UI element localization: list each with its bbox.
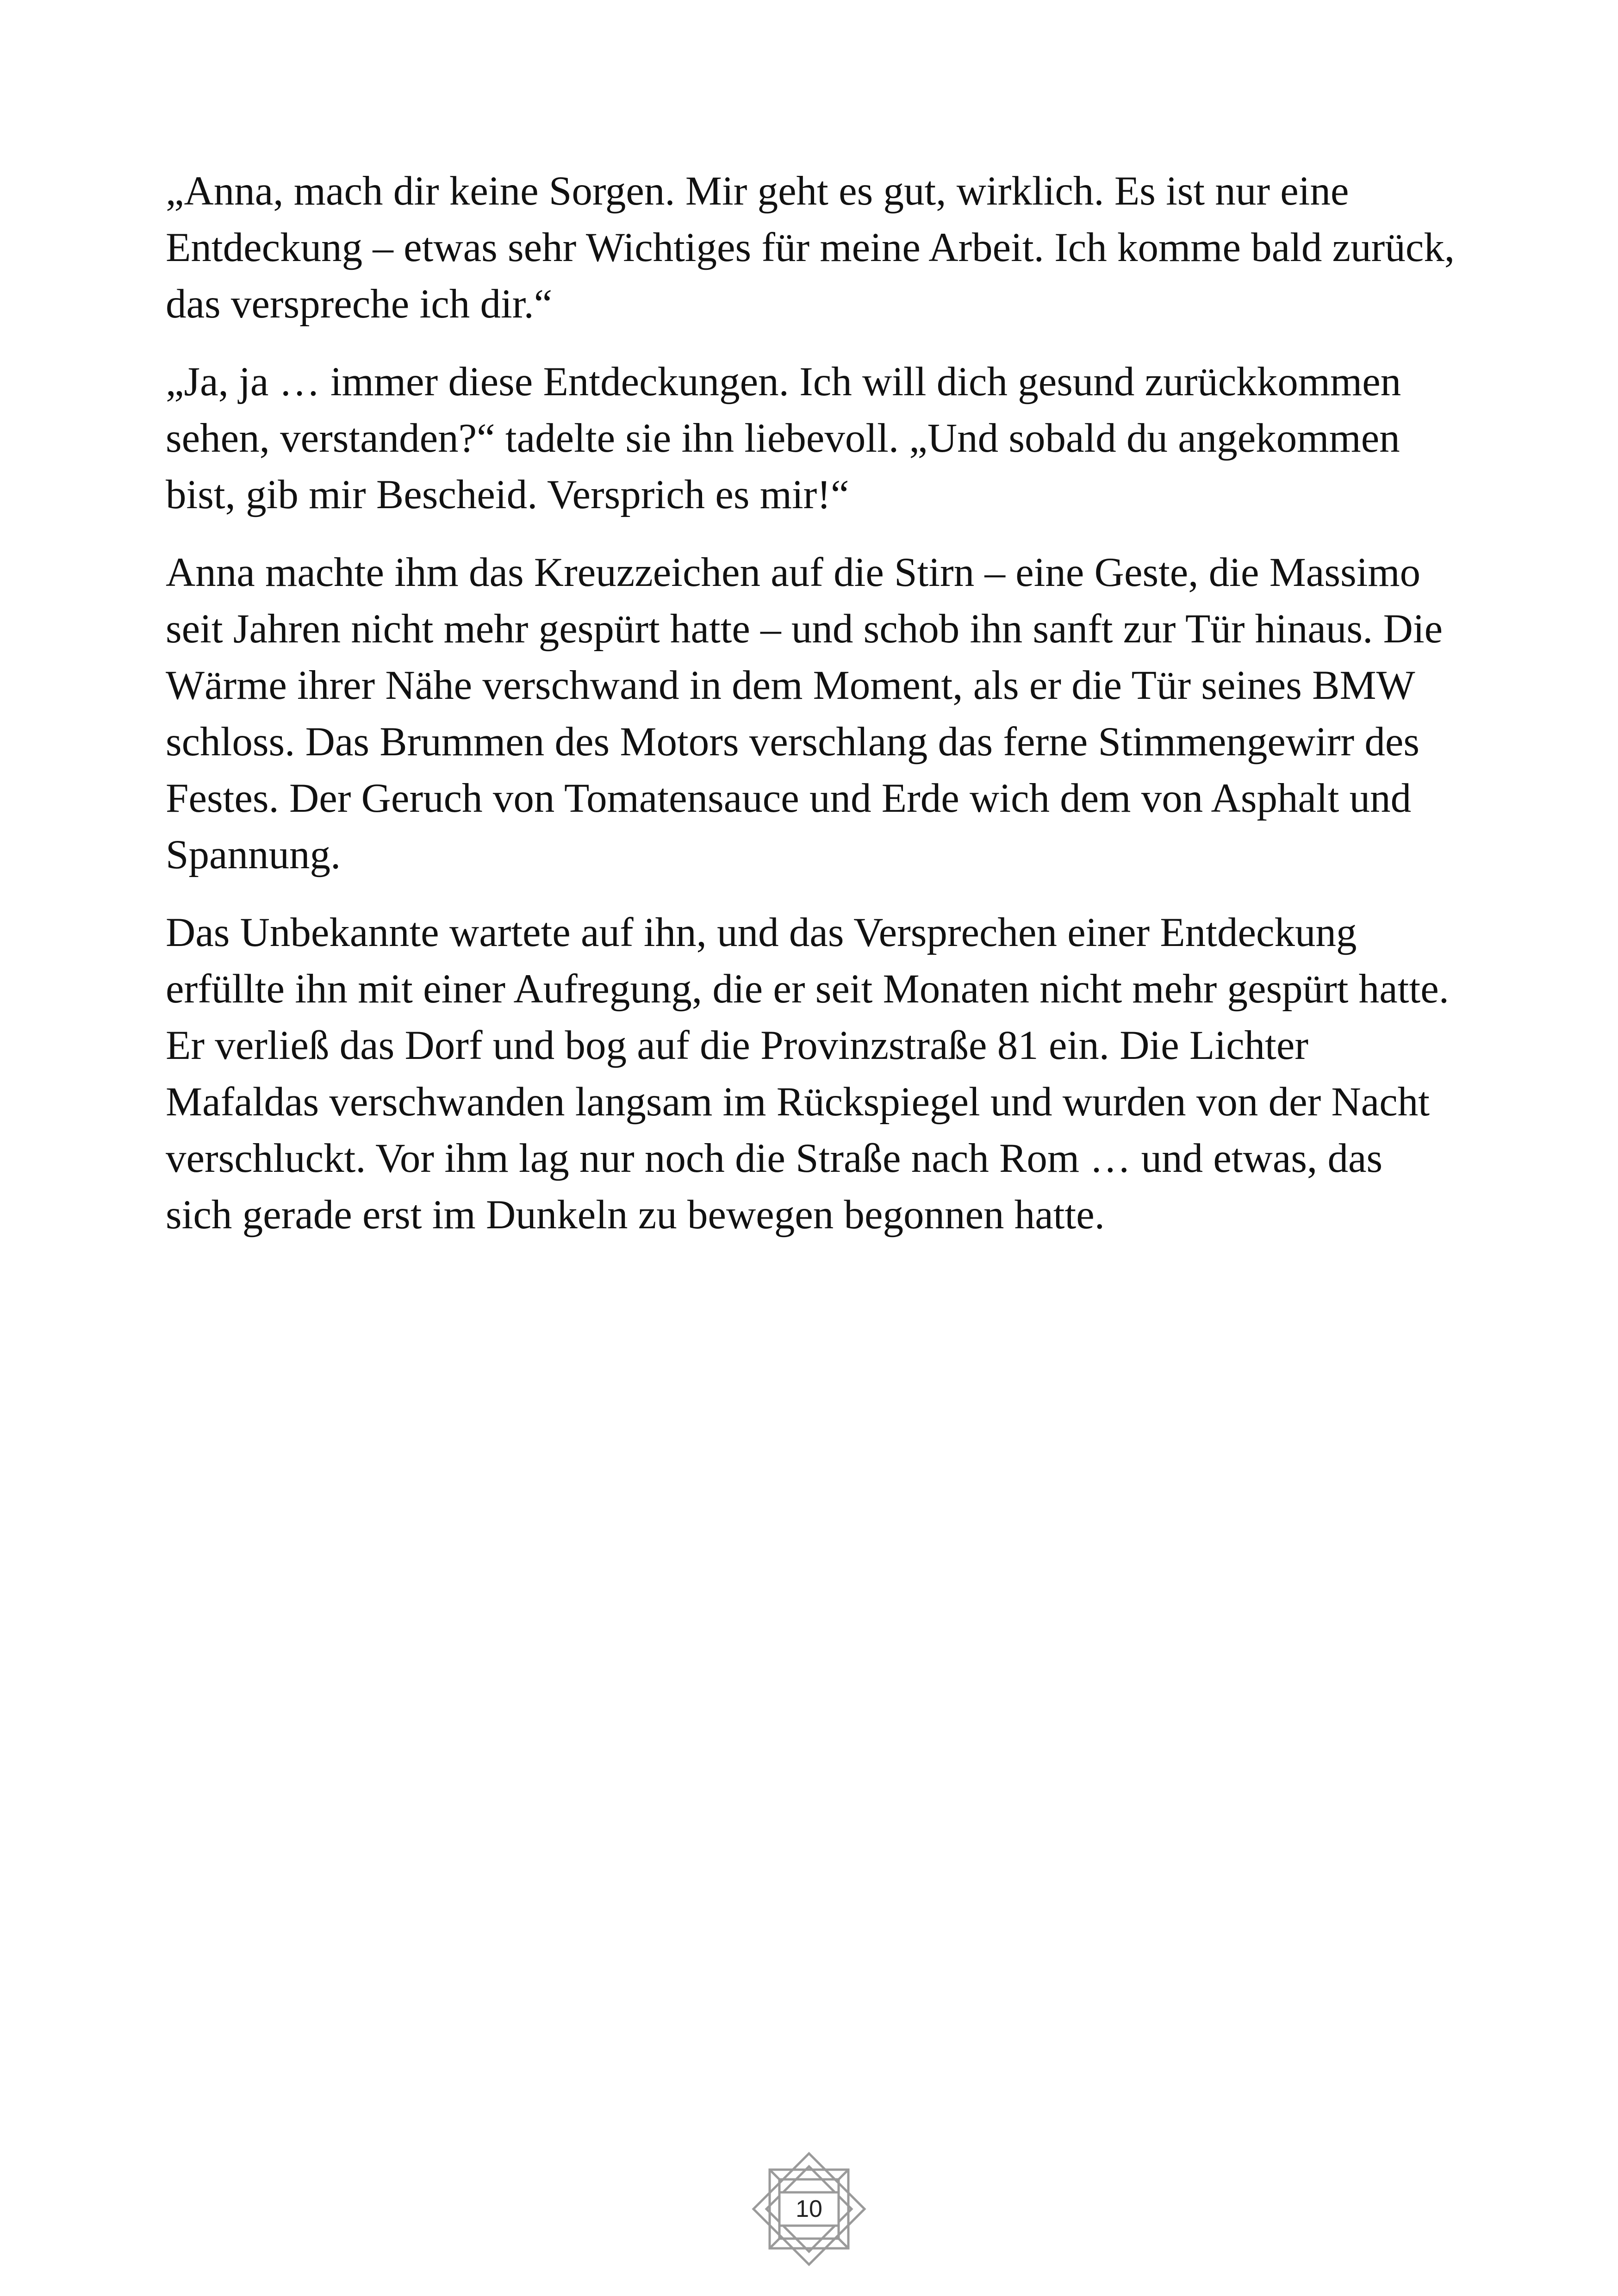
paragraph-1: „Anna, mach dir keine Sorgen. Mir geht es gut, wirklich. Es ist nur eine Entdeckung – etwas sehr Wichtiges für meine Arbeit. Ich komme bald zurück, das verspreche ich dir.“ [166,168,1455,327]
paragraph-4: Das Unbekannte wartete auf ihn, und das Versprechen einer Entdeckung erfüllte ihn mit einer Aufregung, die er seit Monaten nicht mehr gespürt hatte. Er verließ das Dorf und bog auf die Provinzstraße 81 ein. Die Lichter Mafaldas verschwanden langsam im Rückspiegel und wurden von der Nacht verschluckt. Vor ihm lag nur noch die Straße nach Rom … und etwas, das sich gerade erst im Dunkeln zu bewegen begonnen hatte. [166,910,1449,1238]
page-number: 10 [796,2196,822,2222]
page-number-footer [750,2150,868,2268]
paragraph-2: „Ja, ja … immer diese Entdeckungen. Ich will dich gesund zurückkommen sehen, verstanden?“ tadelte sie ihn liebevoll. „Und sobald du angekommen bist, gib mir Bescheid. Versprich es mir!“ [166,359,1401,517]
paragraph-3: Anna machte ihm das Kreuzzeichen auf die Stirn – eine Geste, die Massimo seit Jahren nicht mehr gespürt hatte – und schob ihn sanft zur Tür hinaus. Die Wärme ihrer Nähe verschwand in dem Moment, als er die Tür seines BMW schloss. Das Brummen des Motors verschlang das ferne Stimmengewirr des Festes. Der Geruch von Tomatensauce und Erde wich dem von Asphalt und Spannung. [166,550,1443,877]
body-text [166,163,1457,1264]
